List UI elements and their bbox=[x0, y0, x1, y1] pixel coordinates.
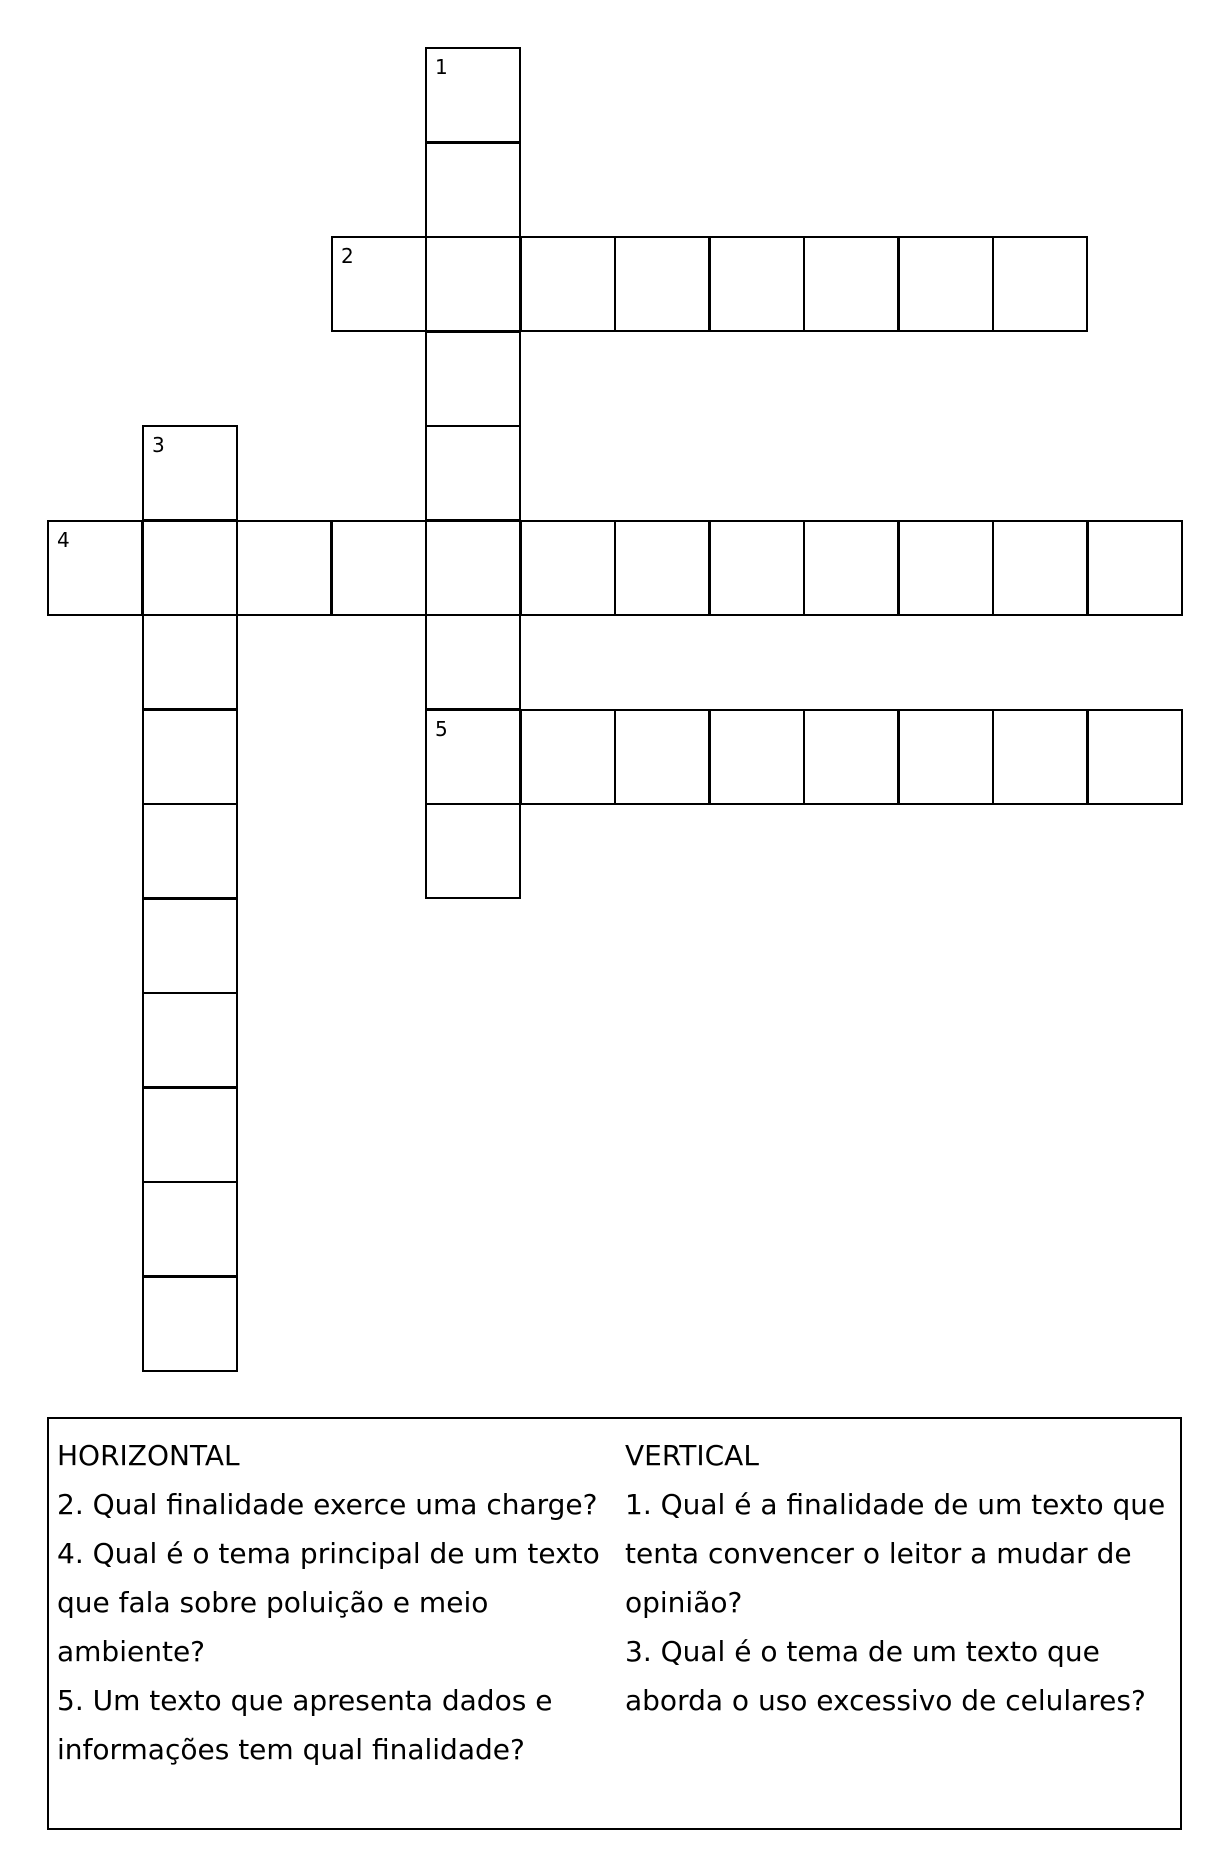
crossword-cell[interactable] bbox=[992, 236, 1088, 332]
crossword-cell[interactable] bbox=[425, 142, 521, 238]
crossword-cell[interactable] bbox=[425, 709, 521, 805]
crossword-cell[interactable] bbox=[425, 425, 521, 521]
vertical-heading: VERTICAL bbox=[625, 1439, 759, 1472]
crossword-cell[interactable] bbox=[803, 709, 899, 805]
crossword-cell[interactable] bbox=[47, 520, 143, 616]
crossword-cell[interactable] bbox=[520, 520, 616, 616]
crossword-cell[interactable] bbox=[520, 236, 616, 332]
crossword-cell[interactable] bbox=[992, 520, 1088, 616]
crossword-cell[interactable] bbox=[425, 803, 521, 899]
clue-across-5: 5. Um texto que apresenta dados e informações tem qual finalidade? bbox=[57, 1684, 553, 1766]
horizontal-clues bbox=[57, 1431, 617, 1774]
crossword-cell[interactable] bbox=[614, 236, 710, 332]
crossword-cell[interactable] bbox=[236, 520, 332, 616]
crossword-cell[interactable] bbox=[142, 614, 238, 710]
clue-number-5: 5 bbox=[435, 717, 448, 741]
clue-number-4: 4 bbox=[57, 528, 70, 552]
crossword-cell[interactable] bbox=[142, 520, 238, 616]
crossword-cell[interactable] bbox=[614, 520, 710, 616]
crossword-cell[interactable] bbox=[803, 236, 899, 332]
clues-box bbox=[47, 1417, 1182, 1830]
crossword-cell[interactable] bbox=[898, 520, 994, 616]
clue-number-3: 3 bbox=[152, 433, 165, 457]
crossword-cell[interactable] bbox=[425, 47, 521, 143]
crossword-cell[interactable] bbox=[520, 709, 616, 805]
vertical-clues bbox=[625, 1431, 1185, 1725]
crossword-cell[interactable] bbox=[331, 520, 427, 616]
crossword-cell[interactable] bbox=[709, 236, 805, 332]
crossword-cell[interactable] bbox=[425, 614, 521, 710]
crossword-cell[interactable] bbox=[142, 709, 238, 805]
crossword-cell[interactable] bbox=[331, 236, 427, 332]
crossword-cell[interactable] bbox=[142, 898, 238, 994]
crossword-cell[interactable] bbox=[992, 709, 1088, 805]
crossword-cell[interactable] bbox=[142, 992, 238, 1088]
crossword-cell[interactable] bbox=[898, 236, 994, 332]
crossword-cell[interactable] bbox=[709, 709, 805, 805]
clue-number-2: 2 bbox=[341, 244, 354, 268]
horizontal-heading: HORIZONTAL bbox=[57, 1439, 240, 1472]
crossword-cell[interactable] bbox=[425, 520, 521, 616]
crossword-cell[interactable] bbox=[425, 331, 521, 427]
clue-down-1: 1. Qual é a finalidade de um texto que tenta convencer o leitor a mudar de opinião? bbox=[625, 1488, 1166, 1619]
crossword-cell[interactable] bbox=[142, 1276, 238, 1372]
clue-down-3: 3. Qual é o tema de um texto que aborda o uso excessivo de celulares? bbox=[625, 1635, 1146, 1717]
crossword-cell[interactable] bbox=[803, 520, 899, 616]
clue-number-1: 1 bbox=[435, 55, 448, 79]
clue-across-4: 4. Qual é o tema principal de um texto que fala sobre poluição e meio ambiente? bbox=[57, 1537, 600, 1668]
clue-across-2: 2. Qual finalidade exerce uma charge? bbox=[57, 1488, 598, 1521]
crossword-cell[interactable] bbox=[709, 520, 805, 616]
crossword-cell[interactable] bbox=[142, 1181, 238, 1277]
crossword-cell[interactable] bbox=[142, 425, 238, 521]
crossword-cell[interactable] bbox=[142, 803, 238, 899]
crossword-cell[interactable] bbox=[1087, 709, 1183, 805]
crossword-cell[interactable] bbox=[142, 1087, 238, 1183]
crossword-cell[interactable] bbox=[614, 709, 710, 805]
crossword-cell[interactable] bbox=[1087, 520, 1183, 616]
crossword-cell[interactable] bbox=[425, 236, 521, 332]
crossword-cell[interactable] bbox=[898, 709, 994, 805]
